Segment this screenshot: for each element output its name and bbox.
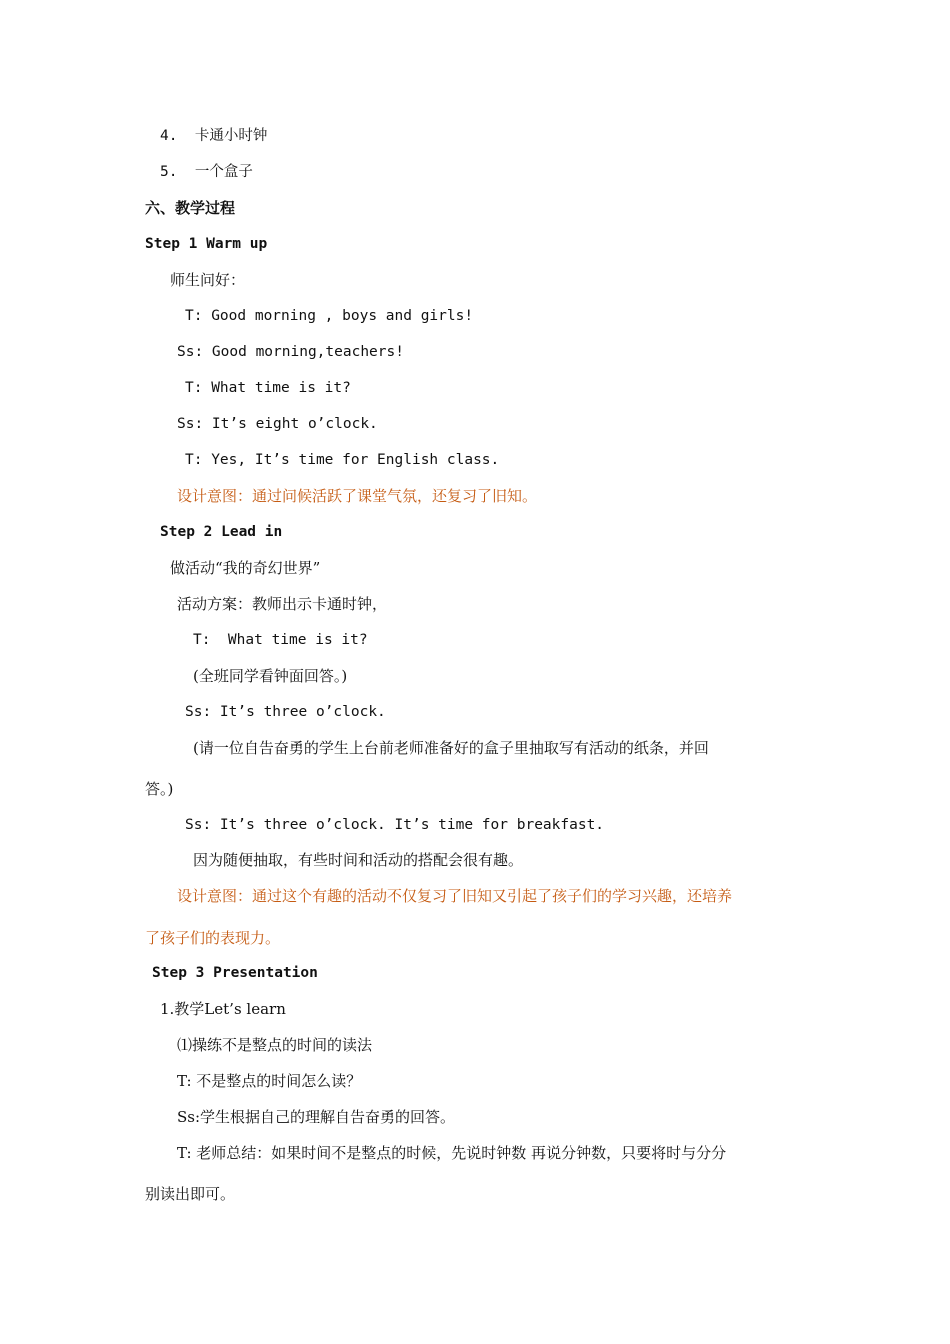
activity-title: 做活动“我的奇幻世界” <box>170 559 321 577</box>
dialogue-line: T: 不是整点的时间怎么读？ <box>177 1072 362 1090</box>
activity-plan: 活动方案：教师出示卡通时钟， <box>177 595 388 613</box>
dialogue-line: T: Yes, It’s time for English class. <box>185 452 500 468</box>
step-2-heading: Step 2 Lead in <box>160 524 283 540</box>
dialogue-line: T: What time is it? <box>193 632 368 648</box>
stage-direction: (请一位自告奋勇的学生上台前老师准备好的盒子里抽取写有活动的纸条，并回 <box>193 739 709 757</box>
design-intent-note: 设计意图：通过这个有趣的活动不仅复习了旧知又引起了孩子们的学习兴趣，还培养 <box>177 887 733 905</box>
teacher-summary-continued: 别读出即可。 <box>145 1185 236 1203</box>
step-3-heading: Step 3 Presentation <box>152 965 318 981</box>
materials-item-5: 5. 一个盒子 <box>160 164 253 180</box>
materials-item-4: 4. 卡通小时钟 <box>160 128 268 144</box>
practice-item: ⑴操练不是整点的时间的读法 <box>177 1036 373 1054</box>
section-heading-teaching-process: 六、教学过程 <box>145 199 236 217</box>
design-intent-note: 设计意图：通过问候活跃了课堂气氛，还复习了旧知。 <box>177 487 538 505</box>
design-intent-note-continued: 了孩子们的表现力。 <box>145 929 281 947</box>
dialogue-line: T: Good morning , boys and girls! <box>185 308 474 324</box>
teaching-item-1: 1.教学Let’s learn <box>160 1000 286 1018</box>
dialogue-line: Ss: It’s three o’clock. It’s time for breakfast. <box>185 817 605 833</box>
greeting-intro: 师生问好： <box>170 271 246 289</box>
stage-direction-continued: 答。) <box>145 780 174 798</box>
stage-direction: (全班同学看钟面回答。) <box>193 667 348 685</box>
dialogue-line: Ss: It’s three o’clock. <box>185 704 386 720</box>
activity-remark: 因为随便抽取，有些时间和活动的搭配会很有趣。 <box>193 851 524 869</box>
dialogue-line: T: What time is it? <box>185 380 351 396</box>
dialogue-line: Ss: Good morning,teachers! <box>177 344 404 360</box>
dialogue-line: Ss:学生根据自己的理解自告奋勇的回答。 <box>177 1108 456 1126</box>
teacher-summary: T: 老师总结：如果时间不是整点的时候，先说时钟数 再说分钟数，只要将时与分分 <box>177 1144 727 1162</box>
step-1-heading: Step 1 Warm up <box>145 236 268 252</box>
dialogue-line: Ss: It’s eight o’clock. <box>177 416 378 432</box>
